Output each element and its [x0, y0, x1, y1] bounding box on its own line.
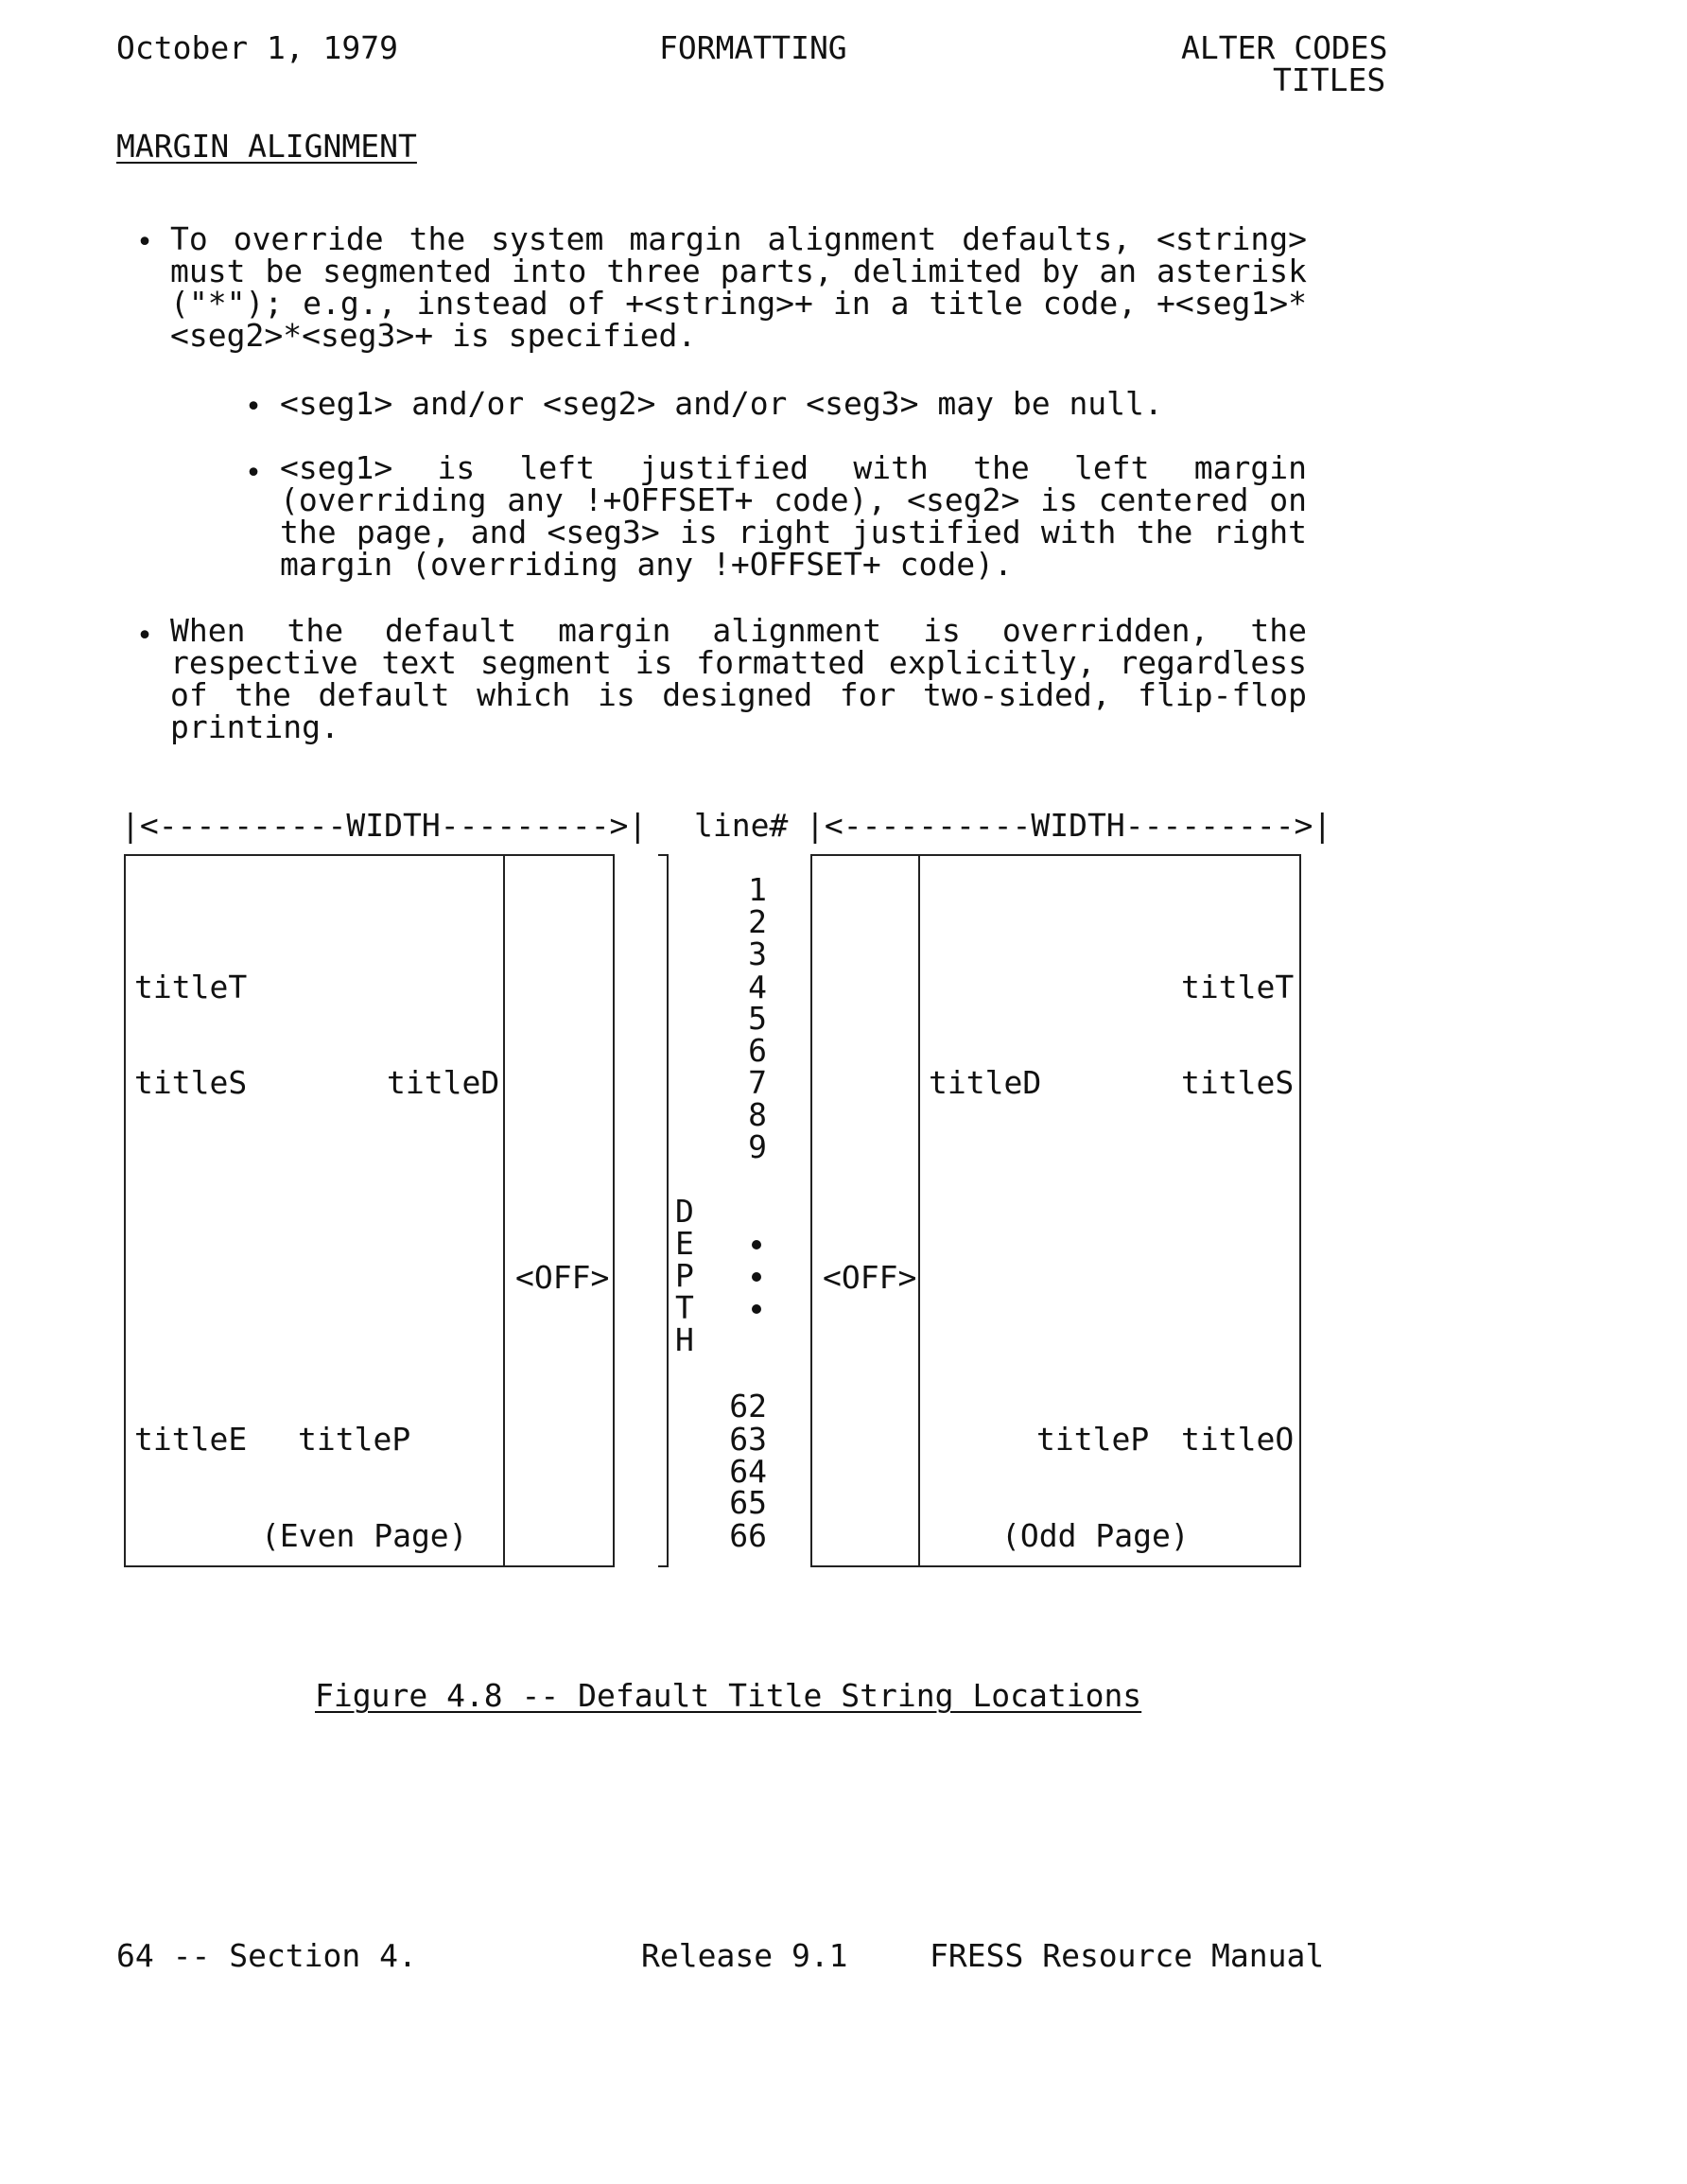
depth-bracket — [667, 854, 669, 1567]
odd-page-caption: (Odd Page) — [1001, 1517, 1190, 1554]
even-title-s: titleS — [134, 1064, 248, 1101]
odd-title-t: titleT — [1181, 969, 1295, 1005]
header-subtopic: TITLES — [1273, 61, 1386, 98]
even-offset-divider — [503, 854, 505, 1567]
bullet-paragraph: When the default margin alignment is overridden, the respective text segment is formatted explicitly, regardless of the default which is designed for two-sided, flip-flop printing. — [170, 612, 1307, 745]
sub-bullet-paragraph: <seg1> and/or <seg2> and/or <seg3> may be null. — [280, 385, 1163, 422]
line-number: 7 — [748, 1064, 767, 1101]
line-number: 3 — [748, 935, 767, 972]
header-date: October 1, 1979 — [116, 29, 399, 66]
odd-offset-label: <OFF> — [823, 1259, 917, 1296]
line-number: 9 — [748, 1128, 767, 1165]
even-page-box — [124, 854, 615, 1567]
line-number: 6 — [748, 1032, 767, 1069]
footer-page: 64 -- Section 4. — [116, 1937, 417, 1974]
ellipsis-dot — [752, 1240, 761, 1249]
depth-letter: D — [675, 1193, 694, 1230]
depth-bracket-top — [658, 854, 669, 856]
even-title-e: titleE — [134, 1421, 248, 1458]
width-ruler-right: |<----------WIDTH--------->| — [806, 807, 1332, 844]
width-ruler-left: |<----------WIDTH--------->| — [121, 807, 648, 844]
line-number: 65 — [729, 1484, 767, 1521]
even-title-d: titleD — [387, 1064, 500, 1101]
line-number: 64 — [729, 1453, 767, 1490]
even-page-caption: (Even Page) — [261, 1517, 468, 1554]
bullet-marker: • — [136, 226, 154, 259]
depth-letter: P — [675, 1257, 694, 1294]
line-number-label: line# — [694, 807, 789, 844]
bullet-paragraph: To override the system margin alignment defaults, <string> must be segmented into three parts, delimited by an asterisk ("*"); e.g., instead of +<string>+ in a title code, +<seg1>*<seg2>*<seg3>+ is specified. — [170, 220, 1307, 354]
even-title-p: titleP — [298, 1421, 411, 1458]
even-offset-label: <OFF> — [515, 1259, 610, 1296]
depth-bracket-bottom — [658, 1565, 669, 1567]
footer-release: Release 9.1 — [641, 1937, 848, 1974]
bullet-marker: • — [136, 620, 154, 653]
odd-page-box — [810, 854, 1301, 1567]
odd-offset-divider — [918, 854, 920, 1567]
line-number: 5 — [748, 1000, 767, 1037]
line-number: 63 — [729, 1421, 767, 1458]
line-number: 2 — [748, 903, 767, 940]
depth-letter: T — [675, 1289, 694, 1326]
odd-title-p: titleP — [1036, 1421, 1150, 1458]
sub-bullet-marker: • — [245, 391, 263, 424]
line-number: 1 — [748, 871, 767, 908]
odd-title-s: titleS — [1181, 1064, 1295, 1101]
depth-letter: E — [675, 1225, 694, 1262]
header-topic: ALTER CODES — [1181, 29, 1388, 66]
line-number: 4 — [748, 969, 767, 1005]
depth-letter: H — [675, 1321, 694, 1358]
sub-bullet-paragraph: <seg1> is left justified with the left margin (overriding any !+OFFSET+ code), <seg2> is centered on the page, and <seg3> is right justified with the right margin (overriding any !+OFFSET+ code). — [280, 449, 1307, 583]
sub-bullet-marker: • — [245, 457, 263, 490]
footer-manual: FRESS Resource Manual — [930, 1937, 1325, 1974]
even-title-t: titleT — [134, 969, 248, 1005]
ellipsis-dot — [752, 1272, 761, 1282]
odd-title-d: titleD — [929, 1064, 1042, 1101]
ellipsis-dot — [752, 1304, 761, 1314]
line-number: 62 — [729, 1388, 767, 1424]
figure-caption: Figure 4.8 -- Default Title String Locations — [315, 1677, 1142, 1714]
line-number: 66 — [729, 1517, 767, 1554]
line-number: 8 — [748, 1096, 767, 1133]
odd-title-o: titleO — [1181, 1421, 1295, 1458]
header-section: FORMATTING — [659, 29, 847, 66]
section-heading: MARGIN ALIGNMENT — [116, 128, 417, 165]
